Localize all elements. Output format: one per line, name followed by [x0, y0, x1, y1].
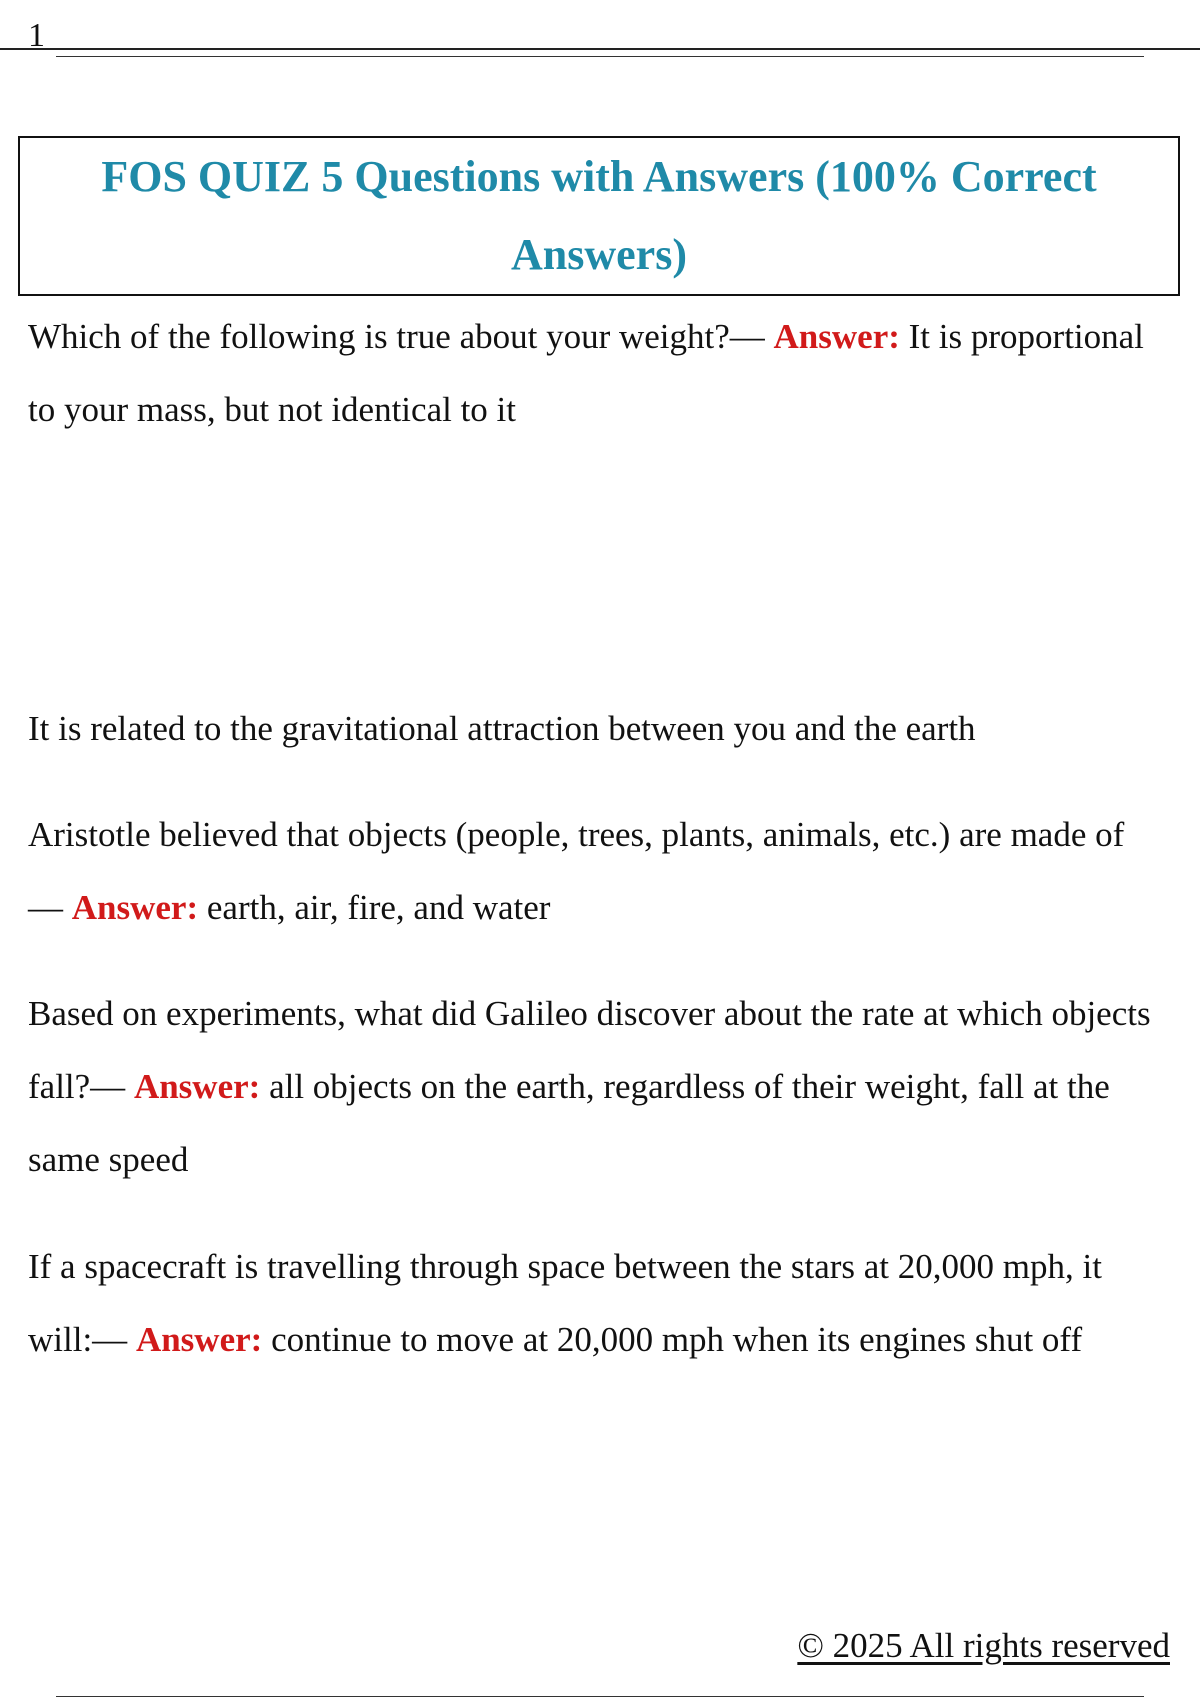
qa-item-aristotle — [28, 798, 1158, 944]
answer-label: Answer: — [71, 888, 199, 927]
answer-text: earth, air, fire, and water — [198, 888, 551, 927]
title-box — [18, 136, 1180, 296]
header-rule — [0, 48, 1200, 50]
footer-rule — [56, 1696, 1144, 1697]
copyright-footer: © 2025 All rights reserved — [797, 1626, 1170, 1665]
page-number: 1 — [28, 17, 45, 54]
answer-text: all objects on the earth, regardless of their weight, fall at the same speed — [28, 1067, 1110, 1179]
qa-item-weight — [28, 300, 1158, 446]
document-title: FOS QUIZ 5 Questions with Answers (100% Correct Answers) — [101, 152, 1097, 279]
answer-text: It is proportional to your mass, but not identical to it — [28, 317, 1144, 429]
answer-label: Answer: — [133, 1067, 261, 1106]
header-rule-inner — [56, 56, 1144, 57]
question-text: Aristotle believed that objects (people, trees, plants, animals, etc.) are made of— — [28, 815, 1125, 927]
question-text: Based on experiments, what did Galileo discover about the rate at which objects fall?— — [28, 994, 1151, 1106]
qa-item-galileo — [28, 977, 1158, 1196]
statement-text: It is related to the gravitational attraction between you and the earth — [28, 709, 976, 748]
answer-label: Answer: — [773, 317, 900, 356]
answer-label: Answer: — [135, 1320, 263, 1359]
question-text: If a spacecraft is travelling through space between the stars at 20,000 mph, it will:— — [28, 1247, 1102, 1359]
qa-item-gravitation — [28, 692, 1158, 765]
question-text: Which of the following is true about your weight?— — [28, 317, 774, 356]
qa-item-spacecraft — [28, 1230, 1158, 1376]
answer-text: continue to move at 20,000 mph when its engines shut off — [262, 1320, 1083, 1359]
